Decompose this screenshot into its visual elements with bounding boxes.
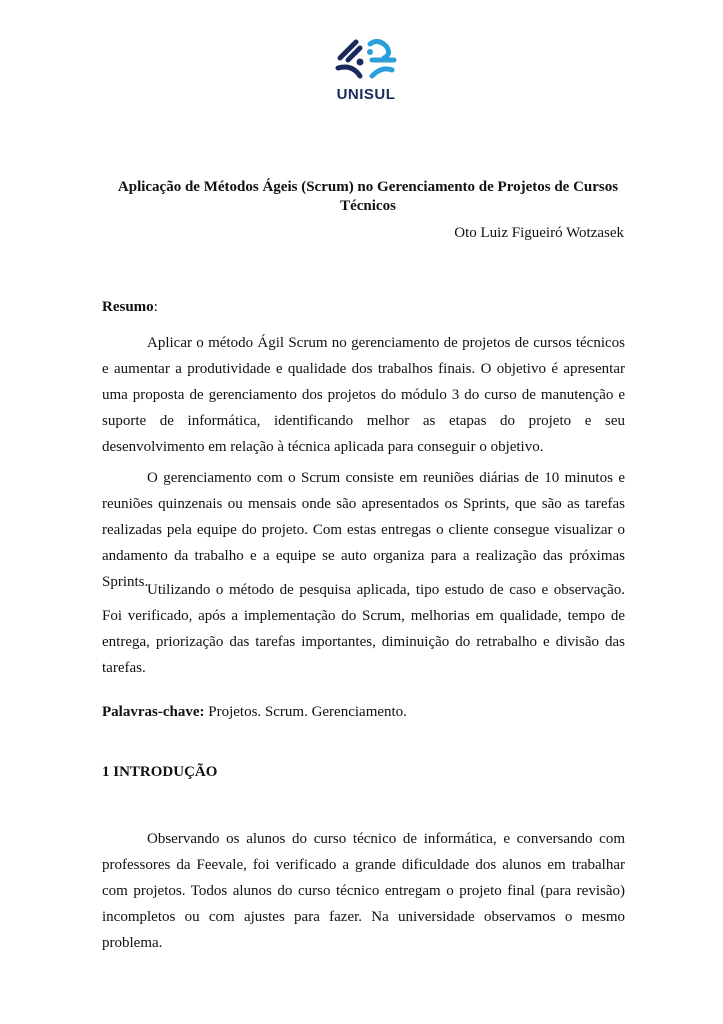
paper-author: Oto Luiz Figueiró Wotzasek [454,225,624,241]
intro-paragraph: Observando os alunos do curso técnico de informática, e conversando com professores da Feevale, foi verificado a grande dificuldade dos alunos em trabalhar com projetos. Todos alunos do curso técnico entregam o projeto final (para revisão) incompletos ou com ajustes para fazer. Na universidade observamos o mesmo problema. [102,831,625,951]
section-heading: 1 INTRODUÇÃO [102,764,218,780]
abstract-paragraph: Aplicar o método Ágil Scrum no gerenciamento de projetos de cursos técnicos e aumentar a produtividade e qualidade dos trabalhos finais. O objetivo é apresentar uma proposta de gerenciamento dos projetos do módulo 3 do curso de manutenção e suporte de informática, identificando melhor as etapas do projeto e seu desenvolvimento em relação à técnica aplicada para conseguir o objetivo. [102,335,625,455]
keywords-text: Projetos. Scrum. Gerenciamento. [208,704,407,720]
unisul-logo-icon [326,36,406,84]
abstract-heading: Resumo: [102,299,158,315]
abstract-label: Resumo [102,299,154,315]
abstract-paragraph: O gerenciamento com o Scrum consiste em reuniões diárias de 10 minutos e reuniões quinzenais ou mensais onde são apresentados os Sprints, que são as tarefas realizadas pela equipe do projeto. Com estas entregas o cliente consegue visualizar o andamento da trabalho e a equipe se auto organiza para a realização das próximas Sprints. [102,470,625,590]
keywords-line [102,703,407,722]
logo-text: UNISUL [336,86,396,103]
university-logo [326,36,406,108]
paper-title: Aplicação de Métodos Ágeis (Scrum) no Gerenciamento de Projetos de Cursos Técnicos [117,179,619,214]
abstract-paragraph: Utilizando o método de pesquisa aplicada, tipo estudo de caso e observação. Foi verificado, após a implementação do Scrum, melhorias em qualidade, tempo de entrega, priorização das tarefas importantes, diminuição do retrabalho e divisão das tarefas. [102,582,625,676]
keywords-label: Palavras-chave: [102,704,205,720]
